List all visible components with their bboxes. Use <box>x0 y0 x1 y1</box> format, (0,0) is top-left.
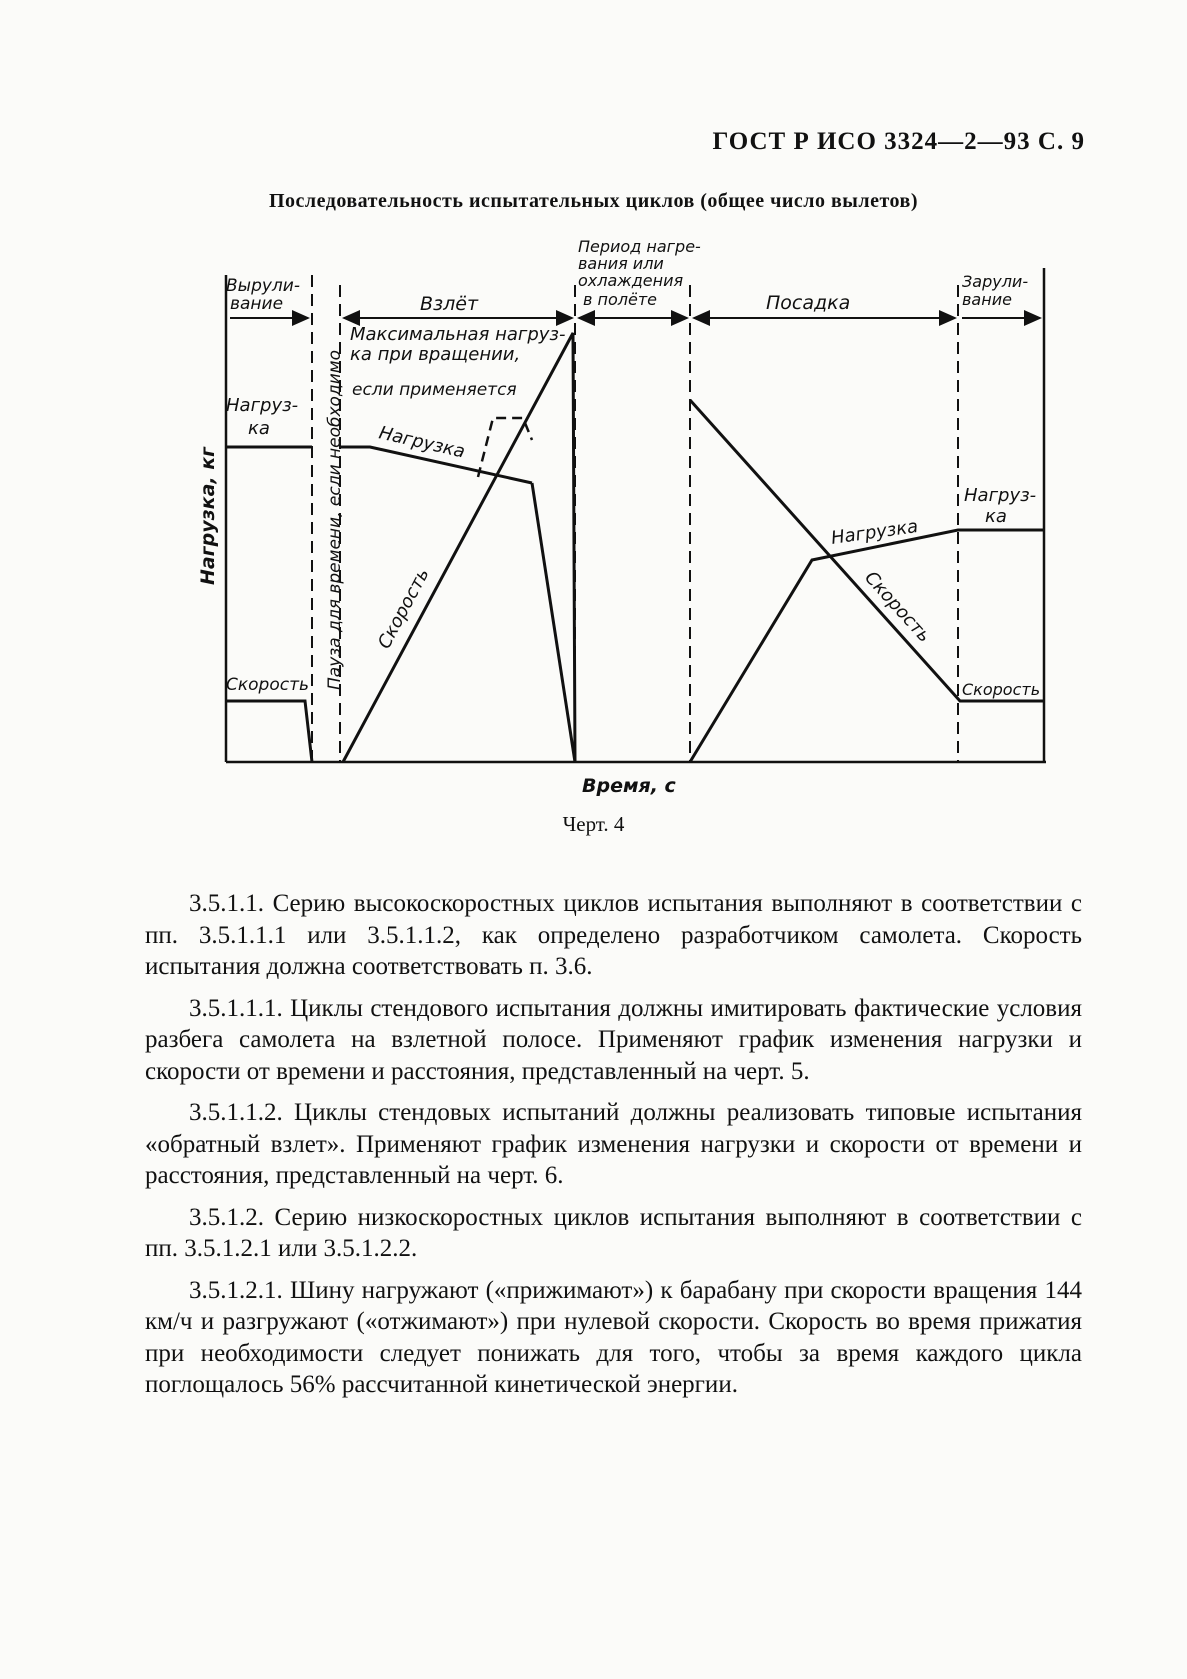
load-line-landing <box>690 530 1044 762</box>
label-speed-taxi-in: Скорость <box>962 680 1041 699</box>
label-load-takeoff: Нагрузка <box>376 422 467 463</box>
paragraph: 3.5.1.2.1. Шину нагружают («прижимают») к барабану при скорости вращения 144 км/ч и разгружают («отжимают») при нулевой скорости. Скорость во время прижатия при необходимости следует понижать для того, чтобы за время каждого цикла поглощалось 56% рассчитанной кинетической энергии. <box>145 1276 1082 1398</box>
paragraph: 3.5.1.1.2. Циклы стендовых испытаний должны реализовать типовые испытания «обратный взлет». Применяют график изменения нагрузки и скорости от времени и расстояния, представленный на черт. 6. <box>145 1099 1082 1189</box>
label-taxi-out-2: вание <box>230 294 284 314</box>
label-taxi-out-1: Выpули- <box>226 276 300 296</box>
speed-line-landing <box>690 400 1044 701</box>
label-load-taxi-in-1: Нагруз- <box>964 485 1037 506</box>
x-axis-label: Время, с <box>582 775 676 797</box>
label-max-load-1: Максимальная нагруз- <box>350 324 566 345</box>
label-heat-3: охлаждения <box>578 271 684 290</box>
label-heat-4: в полёте <box>583 290 657 309</box>
label-landing: Посадка <box>766 292 851 314</box>
paragraph: 3.5.1.1. Серию высокоскоростных циклов испытания выполняют в соответствии с пп. 3.5.1.1.1 или 3.5.1.1.2, как определено разработчиком самолета. Скорость испытания должна соответствовать п. 3.6. <box>145 890 1082 980</box>
test-cycle-chart <box>0 0 1187 800</box>
label-max-load-3: если применяется <box>352 380 517 400</box>
speed-line-taxi-out <box>226 701 312 762</box>
label-load-taxi-in-2: ка <box>985 506 1007 527</box>
load-drop-takeoff <box>532 483 575 762</box>
label-takeoff: Взлёт <box>420 293 479 315</box>
label-speed-landing: Скорость <box>860 567 935 647</box>
label-max-load-2: ка при вращении, <box>350 344 521 365</box>
label-load-taxi-out-1: Нагруз- <box>226 395 299 416</box>
body-text <box>145 888 1082 1411</box>
label-taxi-in-2: вание <box>962 290 1012 309</box>
y-axis-label: Нагрузка, кг <box>197 446 219 585</box>
label-speed-taxi-out: Скорость <box>226 675 309 695</box>
page-header: ГОСТ Р ИСО 3324—2—93 С. 9 <box>712 128 1085 155</box>
figure-title: Последовательность испытательных циклов (общее число вылетов) <box>268 190 919 212</box>
figure-caption: Черт. 4 <box>562 812 625 836</box>
label-load-landing: Нагрузка <box>829 515 920 549</box>
label-heat-2: вания или <box>578 254 664 273</box>
label-speed-takeoff: Скорость <box>373 564 434 653</box>
label-heat-1: Период нагре- <box>578 237 701 256</box>
paragraph: 3.5.1.2. Серию низкоскоростных циклов испытания выполняют в соответствии с пп. 3.5.1.2.1 или 3.5.1.2.2. <box>145 1203 1082 1262</box>
paragraph: 3.5.1.1.1. Циклы стендового испытания должны имитировать фактические условия разбега самолета на взлетной полосе. Применяют график изменения нагрузки и скорости от времени и расстояния, представленный на черт. 5. <box>145 994 1082 1085</box>
label-taxi-in-1: Зарули- <box>962 272 1029 291</box>
label-load-taxi-out-2: ка <box>248 418 270 439</box>
label-pause: Пауза для времени, если необходимо <box>325 350 345 690</box>
